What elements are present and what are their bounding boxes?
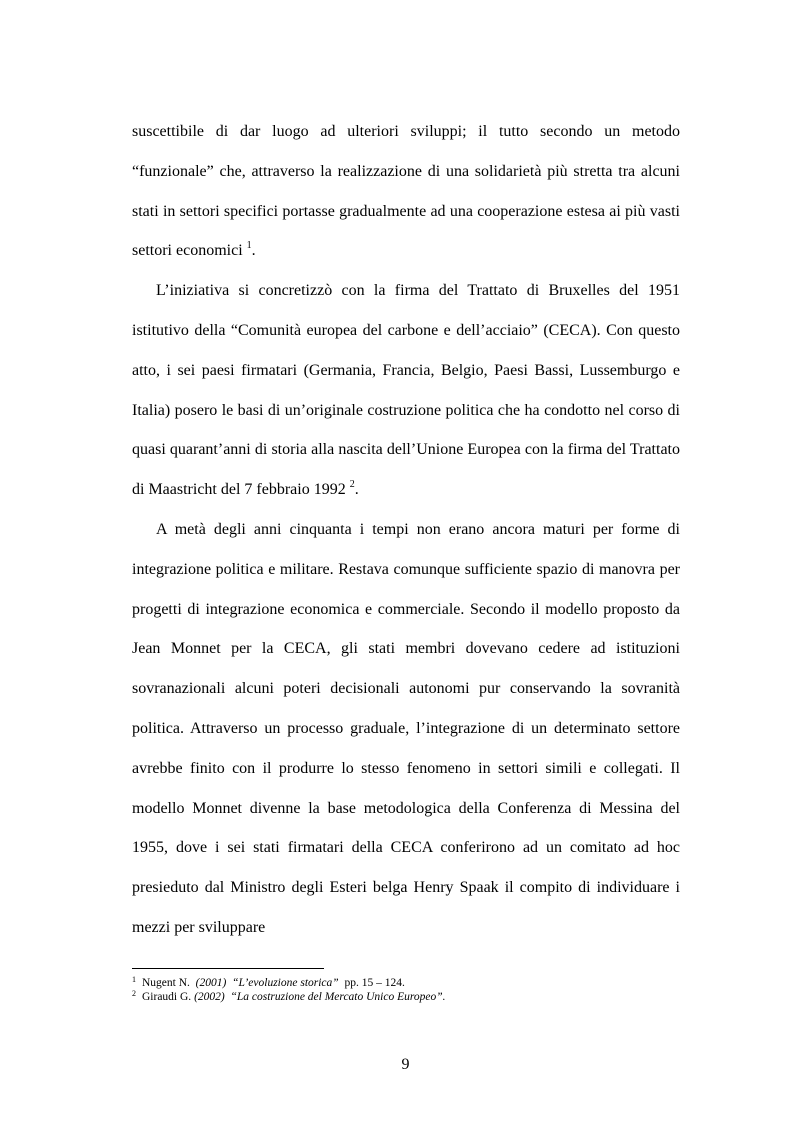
paragraph-3-text: A metà degli anni cinquanta i tempi non erano ancora maturi per forme di integrazione politica e militare. Restava comunque sufficiente spazio di manovra per progetti di integrazione economica e commerciale. Secondo il modello proposto da Jean Monnet per la CECA, gli stati membri dovevano cedere ad istituzioni sovranazionali alcuni poteri decisionali autonomi pur conservando la sovranità politica. Attraverso un processo graduale, l’integrazione di un determinato settore avrebbe finito con il produrre lo stesso fenomeno in settori simili e collegati. Il modello Monnet divenne la base metodologica della Conferenza di Messina del 1955, dove i sei stati firmatari della CECA conferirono ad un comitato ad hoc presieduto dal Ministro degli Esteri belga Henry Spaak il compito di individuare i mezzi per sviluppare bbox=[132, 520, 680, 936]
footnote-ref-2: 2 bbox=[349, 479, 355, 491]
footnote-1-year: (2001) bbox=[195, 977, 227, 989]
footnote-2-title: “La costruzione del Mercato Unico Europeo”. bbox=[230, 991, 446, 1003]
footnote-1 bbox=[132, 976, 680, 990]
body-text bbox=[132, 112, 680, 948]
footnotes bbox=[132, 976, 680, 1004]
page-number: 9 bbox=[401, 1056, 410, 1073]
footnote-ref-1: 1 bbox=[246, 240, 252, 252]
footnote-2-author: Giraudi G. bbox=[142, 991, 192, 1003]
paragraph-1-text: suscettibile di dar luogo ad ulteriori sviluppi; il tutto secondo un metodo “funzionale” che, attraverso la realizzazione di una solidarietà più stretta tra alcuni stati in settori specifici portasse gradualmente ad una cooperazione estesa ai più vasti settori economici bbox=[132, 123, 680, 260]
footnote-1-number: 1 bbox=[132, 975, 136, 984]
footnote-1-pages: pp. 15 – 124. bbox=[344, 977, 405, 989]
paragraph-2-text: L’iniziativa si concretizzò con la firma del Trattato di Bruxelles del 1951 istitutivo della “Comunità europea del carbone e dell’acciaio” (CECA). Con questo atto, i sei paesi firmatari (Germania, Francia, Belgio, Paesi Bassi, Lussemburgo e Italia) posero le basi di un’originale costruzione politica che ha condotto nel corso di quasi quarant’anni di storia alla nascita dell’Unione Europea con la firma del Trattato di Maastricht del 7 febbraio 1992 bbox=[132, 282, 680, 499]
footnote-separator bbox=[132, 968, 324, 969]
footnote-1-author: Nugent N. bbox=[142, 977, 190, 989]
footnote-2 bbox=[132, 990, 680, 1004]
paragraph-2 bbox=[132, 271, 680, 510]
paragraph-1-end: . bbox=[251, 242, 256, 260]
paragraph-1 bbox=[132, 112, 680, 271]
footnote-1-title: “L’evoluzione storica” bbox=[232, 977, 339, 989]
paragraph-2-end: . bbox=[354, 481, 359, 499]
footnote-2-number: 2 bbox=[132, 989, 136, 998]
paragraph-3 bbox=[132, 510, 680, 948]
footnote-2-year: (2002) bbox=[194, 991, 225, 1003]
